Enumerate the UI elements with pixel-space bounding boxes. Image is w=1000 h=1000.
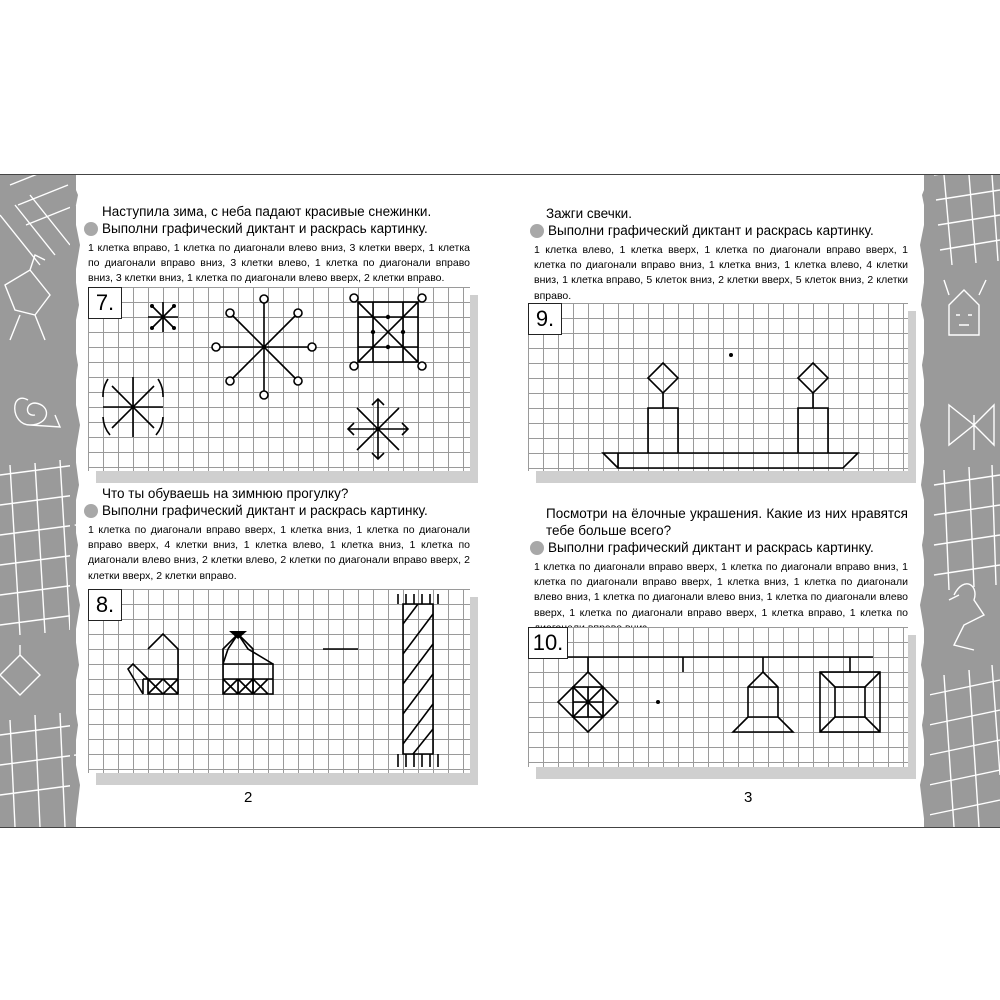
task8-number: 8. [88,589,122,621]
task8-grid [88,589,480,790]
bullet-icon [530,224,544,238]
task9-instructions: 1 клетка влево, 1 клетка вверх, 1 клетка по диагонали вправо вверх, 1 клетка по диагонали вправо вниз, 1 клетка вниз, 1 клетка влево, 4 клетки вниз, 1 клетка вправо, 5 клеток вниз, 2 клетки вверх, 5 клеток вниз, 2 клетки вправо. [534,244,908,302]
task10-label-text: Выполни графический диктант и раскрась картинку. [548,540,874,555]
doodle-pattern-left-icon [0,175,76,827]
left-page-number: 2 [244,789,253,806]
right-decorative-margin [924,175,1000,827]
task10-grid [528,627,920,784]
task10-grid-svg [528,627,920,779]
task8-label [84,502,428,519]
task9-label-text: Выполни графический диктант и раскрась картинку. [548,223,874,238]
task7-intro: Наступила зима, с неба падают красивые снежинки. [102,204,432,219]
task8-label-text: Выполни графический диктант и раскрась картинку. [102,503,428,518]
task9-number: 9. [528,303,562,335]
task9-grid [528,303,920,488]
task10-instructions: 1 клетка по диагонали вправо вверх, 1 клетка по диагонали вправо вниз, 1 клетка по диагонали вправо вверх, 1 клетка вниз, 1 клетка по диагонали влево вниз, 1 клетка по диагонали влево вниз, 1 клетка по диагонали влево вверх, 1 клетка по диагонали вправо вверх, 1 клетка вправо, 1 клетка по [534,561,908,619]
book-spread [0,174,1000,828]
task8-grid-svg [88,589,480,785]
task7-number: 7. [88,287,122,319]
bullet-icon [530,541,544,555]
task7-grid-svg [88,287,480,483]
task9-intro: Зажги свечки. [546,206,632,221]
doodle-pattern-right-icon [924,175,1000,827]
task8-intro: Что ты обуваешь на зимнюю прогулку? [102,486,349,501]
bullet-icon [84,504,98,518]
task10-label [530,539,874,556]
bullet-icon [84,222,98,236]
task8-instructions: 1 клетка по диагонали вправо вверх, 1 клетка вниз, 1 клетка по диагонали вправо вверх, 4 клетки вниз, 1 клетка влево, 1 клетка вниз, 1 клетка по диагонали влево вниз, 2 клетки влево, 2 клетки по диагонали вправо вверх, 2 клетки вверх, 2 клетки вправо. [88,524,470,582]
torn-edge-left-icon [70,175,84,827]
task7-grid [88,287,480,488]
task9-grid-svg [528,303,920,483]
task7-instructions: 1 клетка вправо, 1 клетка по диагонали влево вниз, 3 клетки вверх, 1 клетка по диагонали вправо вниз, 3 клетки влево, 1 клетка по диагонали вправо вниз, 3 клетки вниз, 1 клетка по диагонали влево вверх, 2 клетки вправо. [88,242,470,285]
task10-intro: Посмотри на ёлочные украшения. Какие из них нравятся тебе больше всего? [546,506,908,538]
task7-label-text: Выполни графический диктант и раскрась картинку. [102,221,428,236]
task10-number: 10. [528,627,568,659]
task9-label [530,222,874,239]
left-decorative-margin [0,175,76,827]
task7-label [84,220,428,237]
right-page-number: 3 [744,789,753,806]
